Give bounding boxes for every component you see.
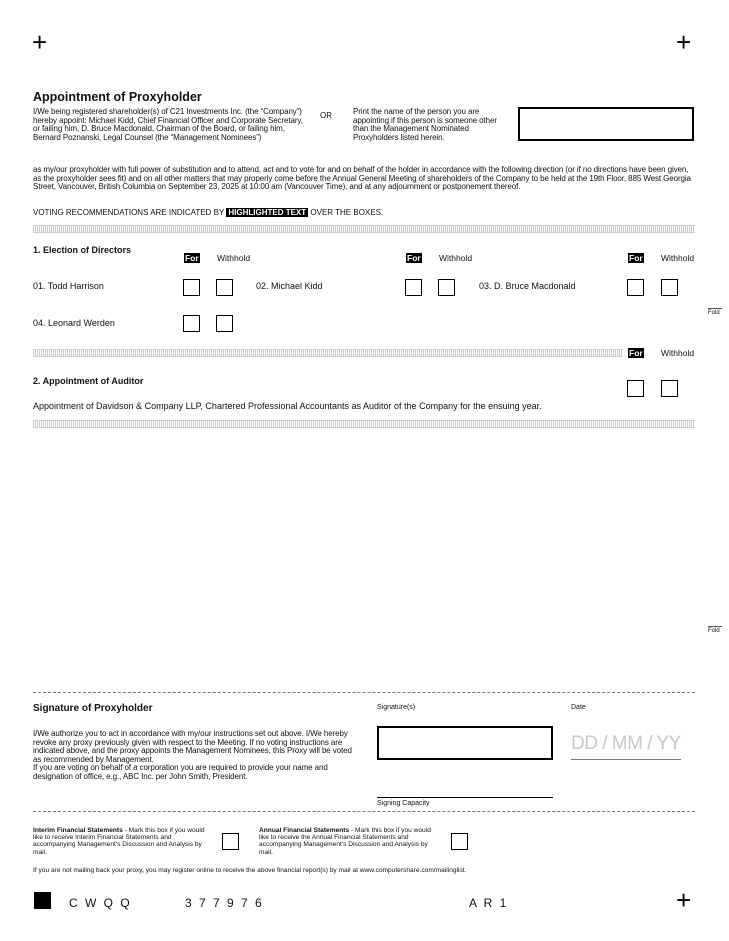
appoint-text: I/We being registered shareholder(s) of C21 Investments Inc. (the “Company”) hereby appoint: Michael Kidd, Chief Financial Officer and Corporate Secretary, or failing him, D. Bruce Macdonald, Chairman of the Board, or failing him, Bernard Poznanski, Legal Counsel (the “Management Nominees”) bbox=[33, 107, 303, 142]
dashed-divider bbox=[33, 811, 695, 812]
director-4-for-checkbox[interactable] bbox=[183, 315, 200, 332]
crop-mark-bottom-right: + bbox=[676, 885, 692, 915]
signing-capacity-label: Signing Capacity bbox=[377, 800, 430, 807]
signature-text-para1: I/We authorize you to act in accordance with my/our instructions set out above. I/We hereby revoke any proxy previously given with respect to the Meeting. If no voting instructions are indicated above, and the proxy appoints the Management Nominees, this Proxy will be voted as recommended by Management. bbox=[33, 729, 352, 764]
voting-suffix: OVER THE BOXES. bbox=[310, 208, 384, 217]
annual-statements-checkbox[interactable] bbox=[451, 833, 468, 850]
director-2-for-checkbox[interactable] bbox=[405, 279, 422, 296]
director-1-withhold-checkbox[interactable] bbox=[216, 279, 233, 296]
director-3-for-checkbox[interactable] bbox=[627, 279, 644, 296]
for-label: For bbox=[185, 253, 199, 263]
highlighted-text-sample: HIGHLIGHTED TEXT bbox=[228, 208, 307, 217]
signature-label: Signature(s) bbox=[377, 704, 416, 711]
withhold-label: Withhold bbox=[661, 253, 695, 263]
fold-mark: Fold bbox=[708, 308, 722, 316]
withhold-label: Withhold bbox=[661, 348, 695, 358]
election-title: 1. Election of Directors bbox=[33, 245, 132, 255]
page-title: Appointment of Proxyholder bbox=[33, 90, 202, 104]
print-name-text: Print the name of the person you are appointing if this person is someone other than the Management Nominated Proxyholders listed herein. bbox=[353, 107, 497, 142]
interim-statements-text bbox=[33, 827, 215, 856]
date-label: Date bbox=[571, 704, 586, 711]
or-label: OR bbox=[320, 111, 332, 120]
date-input[interactable]: DD / MM / YY bbox=[571, 733, 681, 754]
director-name: 02. Michael Kidd bbox=[256, 281, 323, 291]
auditor-title: 2. Appointment of Auditor bbox=[33, 376, 144, 386]
interim-statements-heading: Interim Financial Statements bbox=[33, 827, 123, 834]
director-2-withhold-checkbox[interactable] bbox=[438, 279, 455, 296]
signature-title: Signature of Proxyholder bbox=[33, 703, 153, 714]
section-divider bbox=[33, 420, 695, 428]
interim-statements-desc: - Mark this box if you would like to receive Interim Financial Statements and accompanying Management’s Discussion and Analysis by mail. bbox=[33, 827, 205, 856]
director-3-withhold-checkbox[interactable] bbox=[661, 279, 678, 296]
annual-statements-heading: Annual Financial Statements bbox=[259, 827, 350, 834]
proxyholder-name-input[interactable] bbox=[518, 107, 694, 141]
withhold-label: Withhold bbox=[439, 253, 473, 263]
registration-square bbox=[34, 892, 51, 909]
auditor-text: Appointment of Davidson & Company LLP, Chartered Professional Accountants as Auditor of the Company for the ensuing year. bbox=[33, 401, 542, 411]
section-divider bbox=[33, 225, 695, 233]
director-name: 04. Leonard Werden bbox=[33, 318, 115, 328]
footer-code-2: 3 7 7 9 7 6 bbox=[185, 896, 264, 910]
footer-code-1: C W Q Q bbox=[69, 896, 132, 910]
for-label: For bbox=[629, 348, 643, 358]
body-text: as my/our proxyholder with full power of substitution and to attend, act and to vote for and on behalf of the holder in accordance with the following direction (or if no directions have been given, as the proxyholder sees fit) and on all other matters that may properly come before the Annual General Meeting of shareholders of the Company to be held at the 19th Floor, 885 West Georgia Street, Vancouver, British Columbia on September 23, 2025 at 10:00 am (Vancouver Time), and at any adjournment or postponement thereof. bbox=[33, 165, 691, 192]
section-divider bbox=[33, 349, 623, 357]
voting-recommendation-line bbox=[33, 208, 383, 217]
interim-statements-checkbox[interactable] bbox=[222, 833, 239, 850]
online-registration-text: If you are not mailing back your proxy, you may register online to receive the above financial report(s) by mail at www.computershare.com/mailinglist. bbox=[33, 867, 467, 874]
director-name: 03. D. Bruce Macdonald bbox=[479, 281, 576, 291]
signature-text-para2: If you are voting on behalf of a corporation you are required to provide your name and designation of office, e.g., ABC Inc. per John Smith, President. bbox=[33, 763, 328, 781]
auditor-for-checkbox[interactable] bbox=[627, 380, 644, 397]
auditor-withhold-checkbox[interactable] bbox=[661, 380, 678, 397]
for-label: For bbox=[629, 253, 643, 263]
director-1-for-checkbox[interactable] bbox=[183, 279, 200, 296]
for-label: For bbox=[407, 253, 421, 263]
fold-mark: Fold bbox=[708, 626, 722, 634]
signature-text bbox=[33, 730, 355, 782]
date-underline bbox=[571, 759, 681, 760]
signing-capacity-line[interactable] bbox=[377, 797, 553, 798]
voting-prefix: VOTING RECOMMENDATIONS ARE INDICATED BY bbox=[33, 208, 225, 217]
director-4-withhold-checkbox[interactable] bbox=[216, 315, 233, 332]
signature-input[interactable] bbox=[377, 726, 553, 760]
footer-code-3: A R 1 bbox=[469, 896, 509, 910]
dashed-divider bbox=[33, 692, 695, 693]
director-name: 01. Todd Harrison bbox=[33, 281, 104, 291]
annual-statements-text bbox=[259, 827, 441, 856]
withhold-label: Withhold bbox=[217, 253, 251, 263]
crop-mark-top-left: + bbox=[32, 27, 48, 57]
annual-statements-desc: - Mark this box if you would like to receive the Annual Financial Statements and accompanying Management’s Discussion and Analysis by mail. bbox=[259, 827, 431, 856]
crop-mark-top-right: + bbox=[676, 27, 692, 57]
